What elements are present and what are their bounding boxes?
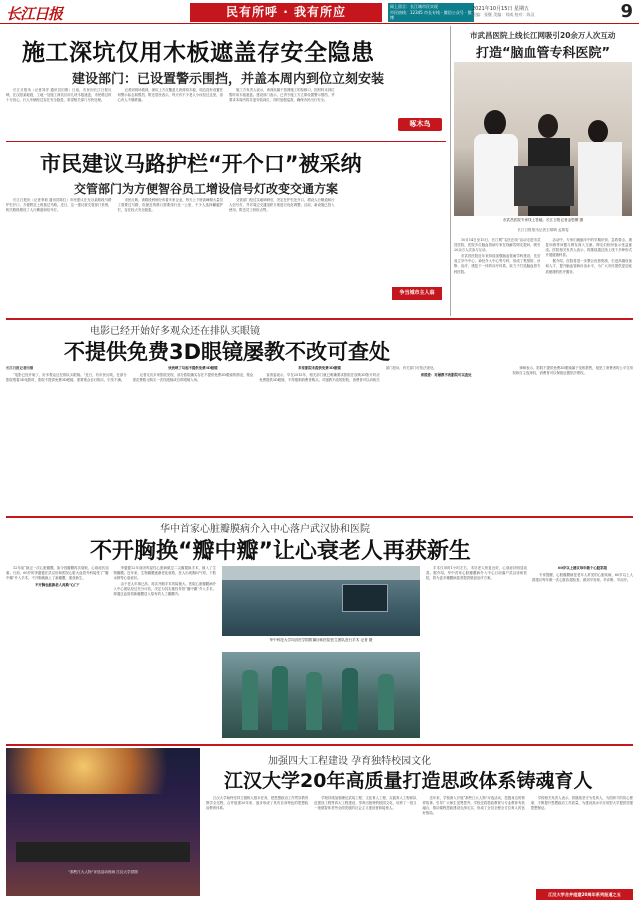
divider [6, 744, 633, 746]
page-number: 9 [620, 1, 633, 22]
side-paragraph: 10月14日至15日，长江网“名医在线”活动走进市武昌医院，医院多位脑血管病专家在线解答网友提问，吸引20余万人次参与互动。 [454, 238, 541, 253]
story5-paragraph: 江汉大学始终坚持立德树人根本任务，把思想政治工作贯穿教育教学全过程，合并组建20年来，逐步形成了具有自身特色的思想政治教育体系。 [206, 796, 309, 811]
editor-credits: 责编：张继 美编：刘威 校对：陈汉 [472, 12, 535, 17]
issue-date: 2021年10月15日 星期五 [472, 6, 530, 12]
story3-paragraph: “电影已经开始了，好多观众还在排队买眼镜。”近日，有市民反映，在部分影院观看3D电影时，影院不提供免费3D眼镜，需要观众自行购买，引发不满。 [6, 373, 127, 383]
story4-headline: 不开胸换“瓣中瓣”让心衰老人再获新生 [90, 539, 471, 564]
story1-body [6, 88, 446, 138]
section-banner: 民有所呼 · 我有所应 [190, 3, 382, 22]
doctor-figure [306, 672, 322, 730]
side-paragraph: 据介绍，医院将进一步整合优势资源，引进高端设备和人才，提升脑血管病诊治水平，为广大市民提供更加优质便捷的医疗服务。 [545, 259, 632, 274]
doctor-figure [272, 666, 288, 730]
story2-body [6, 198, 446, 302]
story1-subhead: 建设部门：已设置警示围挡，并盖本周内到位立刻安装 [72, 72, 385, 87]
story3-kicker: 电影已经开始好多观众还在排队买眼镜 [90, 326, 260, 337]
ceremony-photo-caption: “那些江大人物”评选活动现场 江汉大学供图 [68, 870, 138, 874]
side-paragraph: 市武昌医院近年来持续加强脑血管病学科建设，先后成立卒中中心、神经介入中心等专科，形成了集预防、诊断、治疗、康复于一体的诊疗体系，致力于打造脑血管专科医院。 [454, 254, 541, 274]
story1-paragraph: 记者到现场看到，深坑上方仅覆盖几块简易木板，周边没有设置任何警示标志和围挡，附近居民表示，每天有不少老人小孩经过这里，担心有人不慎跌落。 [117, 88, 223, 103]
story4-paragraph: 专家提醒，心脏瓣膜病是老年人常见的心脏疾病，60岁以上人群建议每年做一次心脏彩超检查，做到早发现、早诊断、早治疗。 [532, 573, 633, 583]
laptop [514, 166, 574, 206]
person-head [538, 114, 558, 138]
story4-body-left [6, 566, 216, 740]
story3-headline: 不提供免费3D眼镜屡教不改可查处 [64, 340, 391, 364]
story1-paragraph: 施工方负责人表示，该深坑属于管网施工的检修口，因材料未到位暂时用木板遮盖。建设部门表示，已责令施工方立即设置警示围挡，并要求本周内将井盖安装到位，同时加强巡查，确保市民出行安全。 [229, 88, 335, 103]
side-body [454, 238, 632, 318]
woodpecker-stamp: 啄木鸟 [398, 118, 442, 131]
story2-paragraph: 交管部门经过实地调研后，决定在护栏处开口，增设人行横道和行人信号灯，并对周边交通组织方案进行优化调整。目前，新设施已投入使用，附近员工纷纷点赞。 [229, 198, 335, 213]
story5-kicker: 加强四大工程建设 孕育独特校园文化 [268, 756, 432, 767]
story4-kicker: 华中首家心脏瓣膜病介入中心落户武汉协和医院 [160, 524, 370, 535]
doctor-coat [474, 134, 518, 216]
ceremony-photo [6, 748, 200, 896]
dateline [472, 5, 612, 18]
story3-subhead: 省消委：对屡教不改影院可以查处 [420, 373, 472, 378]
story4-paragraph: 由于老人年事已高，再次开胸手术风险极大。医院心脏瓣膜病介入中心团队经过充分评估，决定为其实施经导管“瓣中瓣”介入手术，即通过血管将新瓣膜送入原有的人工瓣膜内。 [113, 582, 216, 597]
side-paragraph: 活动中，专家们就脑卒中的早期识别、急救要点、康复训练等问题与网友深入交流，网友们纷纷表示受益匪浅。医院相关负责人表示，将继续通过线上线下多种形式开展健康科普。 [545, 238, 632, 258]
story5-paragraph: 学校相关负责人表示，将继续坚守为党育人、为国育才的初心使命，不断提升思想政治工作质量，为建设高水平应用型大学提供坚强思想保证。 [530, 796, 633, 811]
story5-body [206, 796, 633, 888]
side-photo [454, 62, 632, 216]
divider [6, 516, 633, 518]
story1-paragraph: 长江日报讯（记者刘洋 通讯员田倩）日前，市民向长江日报反映，在汉阳某地段，工地一处施工深坑仅用几块木板遮盖，市民路过时十分担心，行人车辆经过存在安全隐患，希望相关部门尽快处理。 [6, 88, 112, 103]
story4-body-right [426, 566, 633, 740]
team-photo [222, 652, 420, 738]
side-headline-1: 市武昌医院上线长江网吸引20余万人次互动 [470, 31, 616, 40]
stage-row [16, 842, 190, 862]
story4-paragraph: 李婆婆12年前因风湿性心脏病做过二尖瓣置换手术，植入了生物瓣膜。近年来，生物瓣膜逐渐老化衰败，老人出现胸闷气短、下肢水肿等心衰症状。 [113, 566, 216, 581]
story3-byline: 长江日报记者田倩 [6, 366, 34, 370]
side-headline-2: 打造“脑血管专科医院” [476, 46, 611, 61]
doctor-coat [578, 142, 622, 216]
story2-paragraph: 长江日报讯（记者李莉 通讯员陈红）市民建议在光谷某路段马路护栏开口，方便附近上班族过马路。近日，这一建议被交管部门采纳，相关路段增设了人行横道和信号灯。 [6, 198, 112, 213]
masthead [0, 0, 639, 24]
hotline-line-1: 网上留言：长江城市民实现 [390, 4, 438, 9]
doctor-figure [242, 670, 258, 730]
doctor-figure [342, 668, 358, 730]
citizen-stamp: 争当城市主人翁 [392, 287, 442, 300]
hotline-box [388, 3, 474, 22]
story3-paragraph: 记者走访多家影院发现，部分影院确实存在不提供免费3D眼镜的情况，观众需花费数元购买一次性眼镜或自带眼镜入场。 [132, 373, 254, 383]
divider [6, 318, 633, 320]
hotline-line-2: 市民热线：12345 市长专线 · 微信公众号 · 微博 [390, 9, 472, 20]
divider [6, 141, 446, 142]
side-byline: 长江日报报讯记者王晴晴 孟婧雯 [517, 228, 569, 232]
story2-paragraph: 市民反映，该路段两侧分布着多家企业，每天上下班高峰期大量员工需要过马路，但最近的路口需要绕行近一公里，不少人选择翻越护栏，存在较大安全隐患。 [117, 198, 223, 213]
newspaper-logo: 长江日报 [6, 5, 63, 23]
story4-paragraph: 12年前“换过一次心脏瓣膜，如今因瓣膜再次衰败，心衰症状加重。日前，69岁的李婆婆在武汉协和医院心脏大血管外科接受了“瓣中瓣”介入手术，不开胸就换上了新瓣膜，重获新生。 [6, 566, 109, 581]
story3-paragraph: 省消委表示，早在2015年，相关部门就已明确要求影院在放映3D影片时应免费提供3D眼镜，不得强制消费者购买。对屡教不改的影院，消费者可以向相关部门投诉，有关部门可依法查处。 [259, 366, 437, 383]
series-badge: 江汉大学合并组建20周年系列报道之五 [536, 889, 633, 900]
doctor-figure [378, 674, 394, 730]
story2-headline: 市民建议马路护栏“开个口”被采纳 [40, 152, 362, 176]
story5-paragraph: 近年来，学校深入开展“那些江大人物”评选活动，挖掘身边的榜样故事，引导广大师生见贤思齐。学校还将思政教育与专业教育有机融合，推动课程思政建设走深走实，形成了全员全程全方位育人的良好格局。 [422, 796, 525, 816]
person-head [588, 120, 608, 143]
story5-paragraph: 学校持续加强理论武装工程、文化育人工程、实践育人工程和队伍建设工程等四大工程建设，孕育出独特的校园文化，培养了一批又一批德智体美劳全面发展的社会主义建设者和接班人。 [314, 796, 417, 811]
story3-paragraph: 律师表示，影院不提供免费3D眼镜属于变相搭售，侵犯了消费者的公平交易权和自主选择权，消费者可以保留证据依法维权。 [512, 366, 633, 376]
side-photo-caption: 市武昌医院专家线上答疑。长江日报记者金思柳 摄 [502, 218, 584, 222]
story3-body [6, 366, 633, 514]
stage-screen [6, 748, 200, 794]
story3-subhead: 快放映了勾起不提供免费3D眼镜 [168, 366, 218, 370]
ceiling-light [222, 566, 420, 580]
story4-subhead: 不开胸也能换老人再换“心门” [34, 583, 80, 588]
surgery-photo [222, 566, 420, 636]
story2-subhead: 交管部门为方便智谷员工增设信号灯改变交通方案 [74, 182, 339, 196]
story4-subhead: 60岁以上建议每年做个心脏彩超 [558, 566, 607, 570]
story5-headline: 江汉大学20年高质量打造思政体系铸魂育人 [224, 770, 593, 792]
surgery-photo-caption: 华中科技大学同济医学院附属协和医院医生团队进行手术 记者 摄 [269, 638, 373, 642]
story4-paragraph: 手术仅用时1小时左右，术后老人恢复良好，心衰症状明显改善。据介绍，华中首家心脏瓣膜病介入中心日前落户武汉协和医院，将为更多瓣膜病患者提供微创治疗方案。 [426, 566, 527, 581]
monitor [342, 584, 388, 612]
person-head [484, 110, 506, 136]
column-divider [450, 26, 451, 316]
story1-headline: 施工深坑仅用木板遮盖存安全隐患 [22, 40, 375, 66]
story3-subhead: 多家影院未提供免费3D眼镜 [298, 366, 341, 370]
